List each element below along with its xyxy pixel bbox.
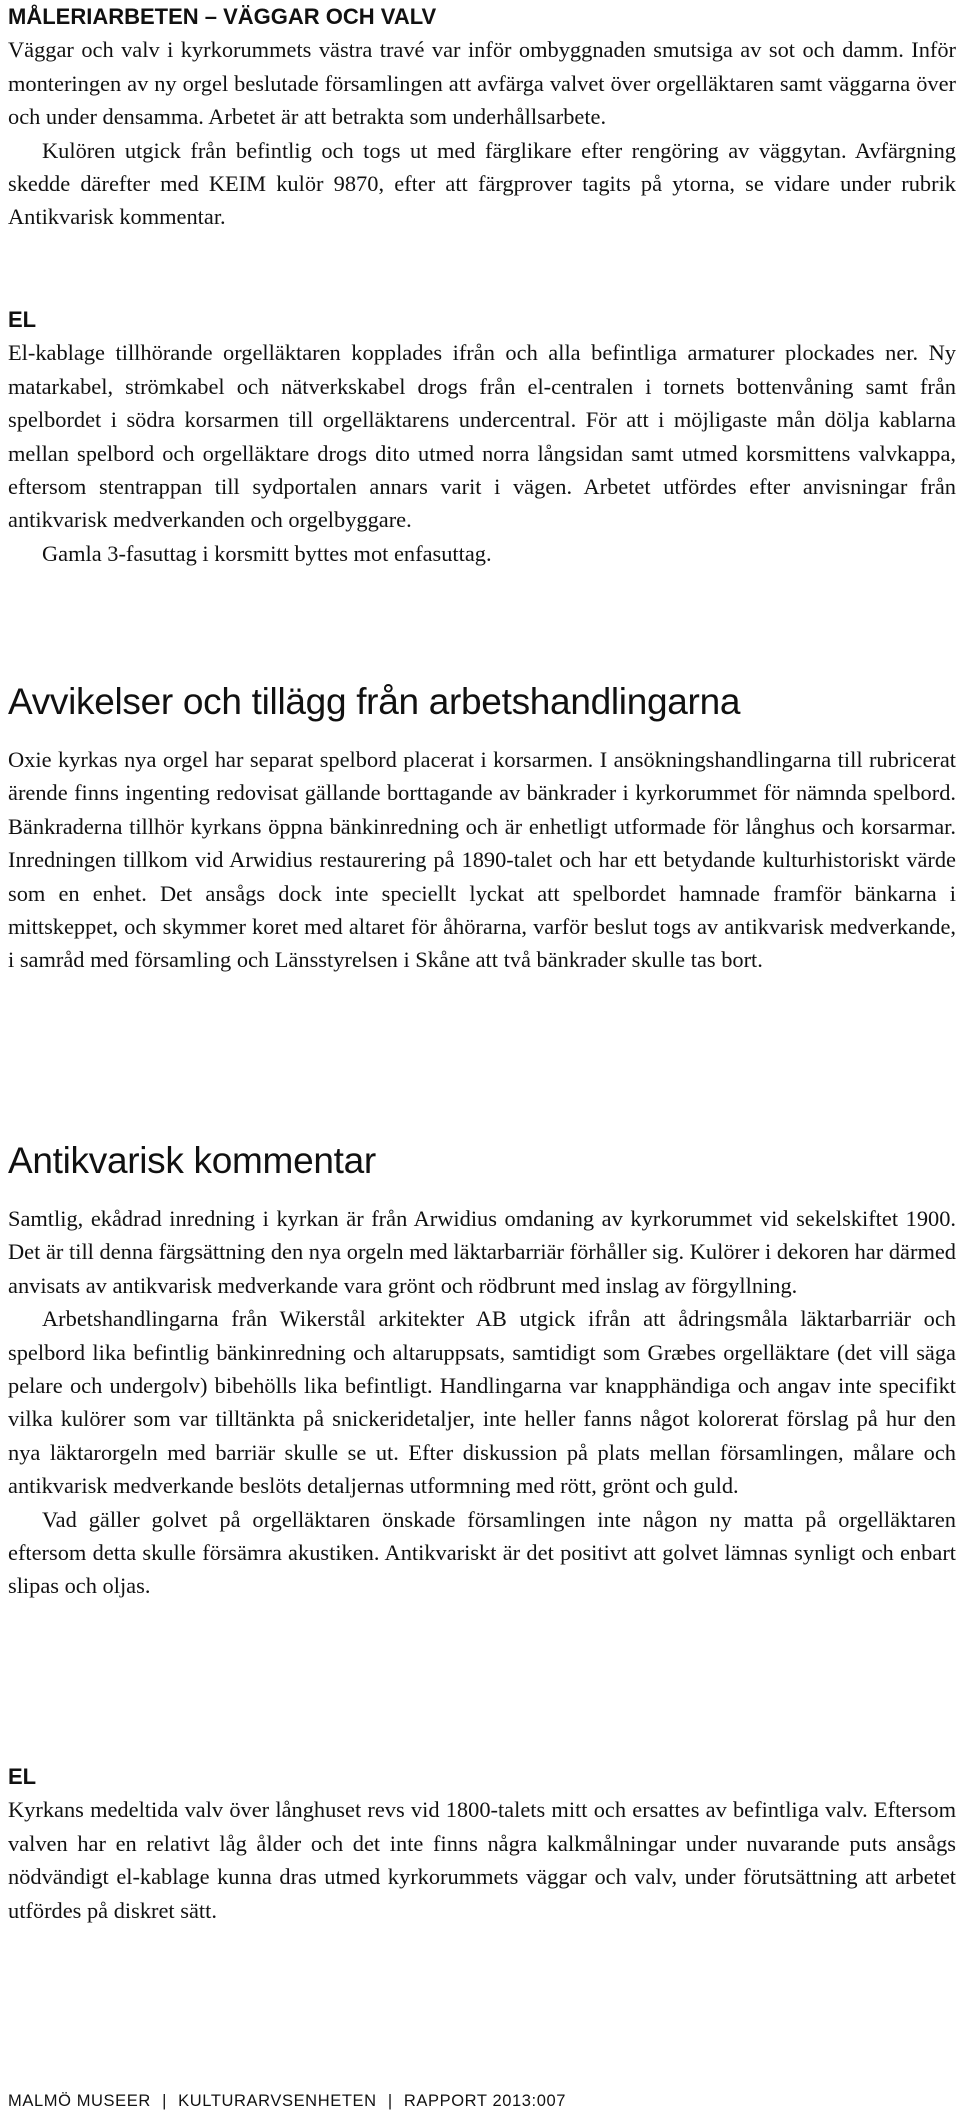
section-title-antikvarisk-kommentar: Antikvarisk kommentar xyxy=(8,1140,376,1181)
paragraph: Arbetshandlingarna från Wikerstål arkitekter AB utgick ifrån att ådringsmåla läktarbarriär och spelbord lika befintlig bänkinredning och altaruppsats, samtidigt som Græbes orgelläktare (det vill säga pelare och undergolv) bibehölls lika befintligt. Handlingarna var knapphändiga och angav inte specifikt vilka kulörer som var tilltänkta på snickeridetaljer, inte heller fanns något kolorerat förslag på hur den nya läktarorgeln med barriär skulle se ut. Efter diskussion på plats mellan församlingen, målare och antikvarisk medverkande beslöts detaljernas utformning med rött, grönt och guld. xyxy=(8,1306,956,1499)
section-antikvarisk-kommentar xyxy=(8,1139,956,1603)
page-footer xyxy=(8,2092,566,2111)
footer-separator: | xyxy=(387,2092,393,2110)
section-avvikelser xyxy=(8,680,956,977)
paragraph: Kyrkans medeltida valv över långhuset revs vid 1800-talets mitt och ersattes av befintliga valv. Eftersom valven har en relativt låg ålder och det inte finns några kalkmålningar under nuvarande puts ansågs nödvändigt el-kablage kunna dras utmed kyrkorummets väggar och valv, under förutsättning att arbetet utfördes på diskret sätt. xyxy=(8,1797,956,1923)
paragraph: El-kablage tillhörande orgelläktaren kopplades ifrån och alla befintliga armaturer plockades ner. Ny matarkabel, strömkabel och nätverkskabel drogs från el-centralen i tornets bottenvåning samt från spelbordet i södra korsarmen till orgelläktarens undercentral. För att i möjligaste mån dölja kablarna mellan spelbord och orgelläktare drogs dito utmed norra långsidan samt utmed korsmittens valvkappa, eftersom stentrappan till sydportalen annars varit i vägen. Arbetet utfördes efter anvisningar från antikvarisk medverkanden och orgelbyggare. xyxy=(8,340,956,533)
paragraph: Vad gäller golvet på orgelläktaren önskade församlingen inte någon ny matta på orgelläktaren eftersom detta skulle försämra akustiken. Antikvariskt är det positivt att golvet lämnas synligt och enbart slipas och oljas. xyxy=(8,1506,956,1599)
paragraph: Samtlig, ekådrad inredning i kyrkan är från Arwidius omdaning av kyrkorummet vid sekelskiftet 1900. Det är till denna färgsättning den nya orgeln med läktarbarriär förhåller sig. Kulörer i dekoren har därmed anvisats av antikvarisk medverkande vara grönt och rödbrunt med inslag av förgyllning. xyxy=(8,1206,956,1298)
paragraph: Kulören utgick från befintlig och togs ut med färglikare efter rengöring av väggytan. Avfärgning skedde därefter med KEIM kulör 9870, efter att färgprover tagits på ytorna, se vidare under rubrik Antikvarisk kommentar. xyxy=(8,137,956,230)
footer-org: MALMÖ MUSEER xyxy=(8,2092,151,2110)
footer-separator: | xyxy=(162,2092,167,2110)
section-heading-el: EL xyxy=(8,307,37,332)
paragraph: Väggar och valv i kyrkorummets västra travé var inför ombyggnaden smutsiga av sot och damm. Inför monteringen av ny orgel beslutade församlingen att avfärga valvet över orgelläktaren samt väggarna över och under densamma. Arbetet är att betrakta som underhållsarbete. xyxy=(8,37,956,130)
section-heading-el: EL xyxy=(8,1764,37,1789)
section-heading-maleriarbeten: MÅLERIARBETEN – VÄGGAR OCH VALV xyxy=(8,4,437,29)
paragraph: Gamla 3-fasuttag i korsmitt byttes mot enfasuttag. xyxy=(42,540,492,566)
section-el-1 xyxy=(8,303,956,570)
paragraph: Oxie kyrkas nya orgel har separat spelbord placerat i korsarmen. I ansökningshandlingarna till rubricerat ärende finns ingenting redovisat gällande borttagande av bänkrader i kyrkorummet för nämnda spelbord. Bänkraderna tillhör kyrkans öppna bänkinredning och är enhetligt utformade för långhus och korsarmar. Inredningen tillkom vid Arwidius restaurering på 1890-talet och har ett betydande kulturhistoriskt värde som en enhet. Det ansågs dock inte speciellt lyckat att spelbordet hamnade framför bänkarna i mittskeppet, och skymmer koret med altaret för åhörarna, varför beslut togs av antikvarisk medverkande, i samråd med församling och Länsstyrelsen i Skåne att två bänkrader skulle tas bort. xyxy=(8,747,956,973)
section-maleriarbeten xyxy=(8,0,956,234)
footer-unit: KULTURARVSENHETEN xyxy=(178,2092,377,2110)
section-title-avvikelser: Avvikelser och tillägg från arbetshandlingarna xyxy=(8,681,741,722)
footer-report: RAPPORT 2013:007 xyxy=(403,2092,567,2110)
section-el-2 xyxy=(8,1760,956,1927)
